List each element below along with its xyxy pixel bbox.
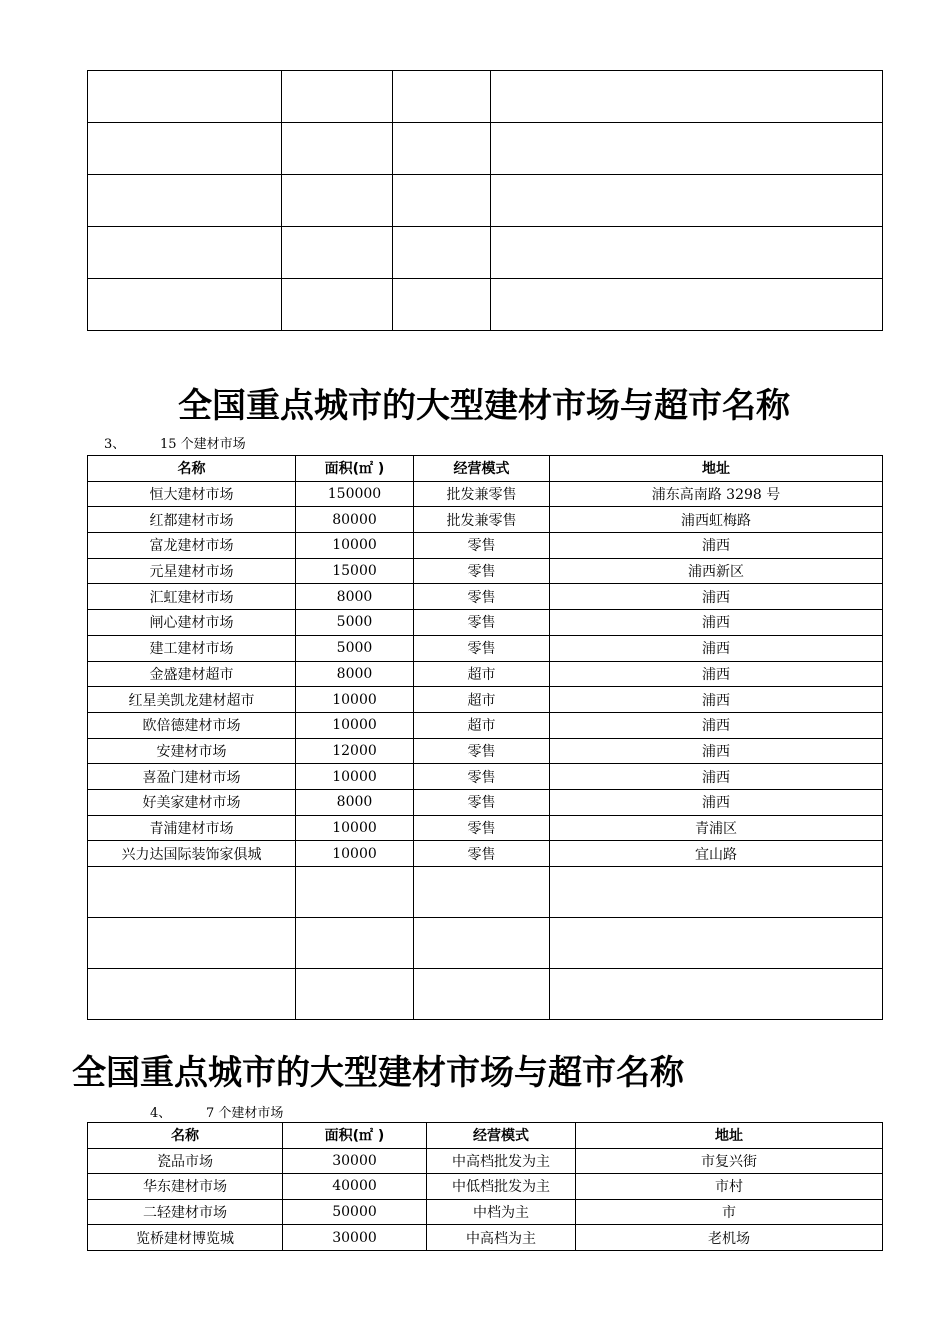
section-3-caption-text: 15 个建材市场 xyxy=(160,437,246,452)
cell-name: 汇虹建材市场 xyxy=(88,584,296,610)
cell-name: 瓷品市场 xyxy=(88,1148,283,1174)
table-row xyxy=(88,71,883,123)
cell-mode: 零售 xyxy=(414,789,550,815)
market-table-4 xyxy=(87,1122,883,1251)
header-area: 面积(㎡ ) xyxy=(296,456,414,482)
table-row xyxy=(88,815,883,841)
header-name: 名称 xyxy=(88,1123,283,1149)
cell-name: 富龙建材市场 xyxy=(88,533,296,559)
cell-mode: 批发兼零售 xyxy=(414,481,550,507)
market-table-3 xyxy=(87,455,883,1020)
header-name: 名称 xyxy=(88,456,296,482)
cell-area: 8000 xyxy=(296,661,414,687)
cell-address: 浦西新区 xyxy=(550,558,883,584)
cell-mode: 批发兼零售 xyxy=(414,507,550,533)
cell-name: 青浦建材市场 xyxy=(88,815,296,841)
table-row xyxy=(88,1225,883,1251)
cell-area: 5000 xyxy=(296,635,414,661)
cell-area: 10000 xyxy=(296,764,414,790)
cell-area: 50000 xyxy=(283,1199,427,1225)
cell-name: 二轻建材市场 xyxy=(88,1199,283,1225)
cell-mode: 中高档批发为主 xyxy=(427,1148,576,1174)
cell-mode: 零售 xyxy=(414,764,550,790)
cell-name: 喜盈门建材市场 xyxy=(88,764,296,790)
cell-area: 80000 xyxy=(296,507,414,533)
cell-address: 浦西 xyxy=(550,687,883,713)
cell-address: 浦西 xyxy=(550,764,883,790)
cell-area: 10000 xyxy=(296,533,414,559)
section-3-caption xyxy=(104,433,246,452)
section-4-caption xyxy=(150,1102,283,1121)
header-address: 地址 xyxy=(550,456,883,482)
cell-address: 市村 xyxy=(576,1174,883,1200)
cell-address: 浦东高南路 3298 号 xyxy=(550,481,883,507)
table-row xyxy=(88,227,883,279)
cell-area: 10000 xyxy=(296,841,414,867)
table-header-row xyxy=(88,1123,883,1149)
header-mode: 经营模式 xyxy=(414,456,550,482)
cell-mode: 零售 xyxy=(414,610,550,636)
table-row xyxy=(88,661,883,687)
section-4-caption-text: 7 个建材市场 xyxy=(206,1106,284,1121)
section-4-caption-number: 4、 xyxy=(150,1106,172,1121)
cell-name: 红都建材市场 xyxy=(88,507,296,533)
table-row xyxy=(88,789,883,815)
cell-address: 浦西 xyxy=(550,789,883,815)
empty-table-top xyxy=(87,70,883,331)
cell-name: 安建材市场 xyxy=(88,738,296,764)
cell-address: 浦西 xyxy=(550,712,883,738)
cell-address: 浦西虹梅路 xyxy=(550,507,883,533)
cell-name: 建工建材市场 xyxy=(88,635,296,661)
cell-name: 欧倍德建材市场 xyxy=(88,712,296,738)
cell-mode: 零售 xyxy=(414,558,550,584)
cell-name: 金盛建材超市 xyxy=(88,661,296,687)
cell-name: 闸心建材市场 xyxy=(88,610,296,636)
cell-area: 5000 xyxy=(296,610,414,636)
empty-table-row xyxy=(88,867,883,918)
table-row xyxy=(88,610,883,636)
cell-area: 8000 xyxy=(296,584,414,610)
table-row xyxy=(88,841,883,867)
cell-mode: 中档为主 xyxy=(427,1199,576,1225)
cell-area: 30000 xyxy=(283,1225,427,1251)
table-row xyxy=(88,533,883,559)
table-row xyxy=(88,1174,883,1200)
cell-mode: 零售 xyxy=(414,635,550,661)
table-row xyxy=(88,584,883,610)
cell-name: 华东建材市场 xyxy=(88,1174,283,1200)
section-4-title: 全国重点城市的大型建材市场与超市名称 xyxy=(72,1053,684,1093)
cell-mode: 超市 xyxy=(414,712,550,738)
table-header-row xyxy=(88,456,883,482)
table-row xyxy=(88,481,883,507)
header-address: 地址 xyxy=(576,1123,883,1149)
cell-area: 15000 xyxy=(296,558,414,584)
cell-mode: 中高档为主 xyxy=(427,1225,576,1251)
cell-area: 8000 xyxy=(296,789,414,815)
table-row xyxy=(88,175,883,227)
header-mode: 经营模式 xyxy=(427,1123,576,1149)
cell-area: 12000 xyxy=(296,738,414,764)
cell-area: 10000 xyxy=(296,712,414,738)
table-row xyxy=(88,687,883,713)
cell-name: 红星美凯龙建材超市 xyxy=(88,687,296,713)
section-3-title: 全国重点城市的大型建材市场与超市名称 xyxy=(178,386,790,426)
cell-mode: 零售 xyxy=(414,533,550,559)
cell-area: 40000 xyxy=(283,1174,427,1200)
cell-mode: 零售 xyxy=(414,584,550,610)
empty-table-row xyxy=(88,918,883,969)
table-row xyxy=(88,712,883,738)
cell-mode: 中低档批发为主 xyxy=(427,1174,576,1200)
cell-area: 150000 xyxy=(296,481,414,507)
table-row xyxy=(88,635,883,661)
cell-area: 10000 xyxy=(296,815,414,841)
cell-mode: 零售 xyxy=(414,815,550,841)
header-area: 面积(㎡ ) xyxy=(283,1123,427,1149)
cell-mode: 超市 xyxy=(414,661,550,687)
cell-address: 市 xyxy=(576,1199,883,1225)
cell-address: 浦西 xyxy=(550,610,883,636)
table-row xyxy=(88,123,883,175)
cell-area: 30000 xyxy=(283,1148,427,1174)
cell-address: 老机场 xyxy=(576,1225,883,1251)
cell-name: 恒大建材市场 xyxy=(88,481,296,507)
cell-address: 青浦区 xyxy=(550,815,883,841)
section-3-caption-number: 3、 xyxy=(104,437,126,452)
cell-mode: 超市 xyxy=(414,687,550,713)
cell-name: 元星建材市场 xyxy=(88,558,296,584)
cell-mode: 零售 xyxy=(414,738,550,764)
cell-name: 览桥建材博览城 xyxy=(88,1225,283,1251)
empty-table-row xyxy=(88,969,883,1020)
table-row xyxy=(88,764,883,790)
cell-mode: 零售 xyxy=(414,841,550,867)
cell-address: 浦西 xyxy=(550,661,883,687)
cell-area: 10000 xyxy=(296,687,414,713)
cell-address: 浦西 xyxy=(550,635,883,661)
cell-address: 浦西 xyxy=(550,533,883,559)
cell-address: 浦西 xyxy=(550,584,883,610)
cell-address: 市复兴街 xyxy=(576,1148,883,1174)
cell-name: 兴力达国际装饰家俱城 xyxy=(88,841,296,867)
table-row xyxy=(88,1148,883,1174)
cell-name: 好美家建材市场 xyxy=(88,789,296,815)
table-row xyxy=(88,507,883,533)
table-row xyxy=(88,738,883,764)
cell-address: 宜山路 xyxy=(550,841,883,867)
cell-address: 浦西 xyxy=(550,738,883,764)
table-row xyxy=(88,558,883,584)
table-row xyxy=(88,279,883,331)
table-row xyxy=(88,1199,883,1225)
